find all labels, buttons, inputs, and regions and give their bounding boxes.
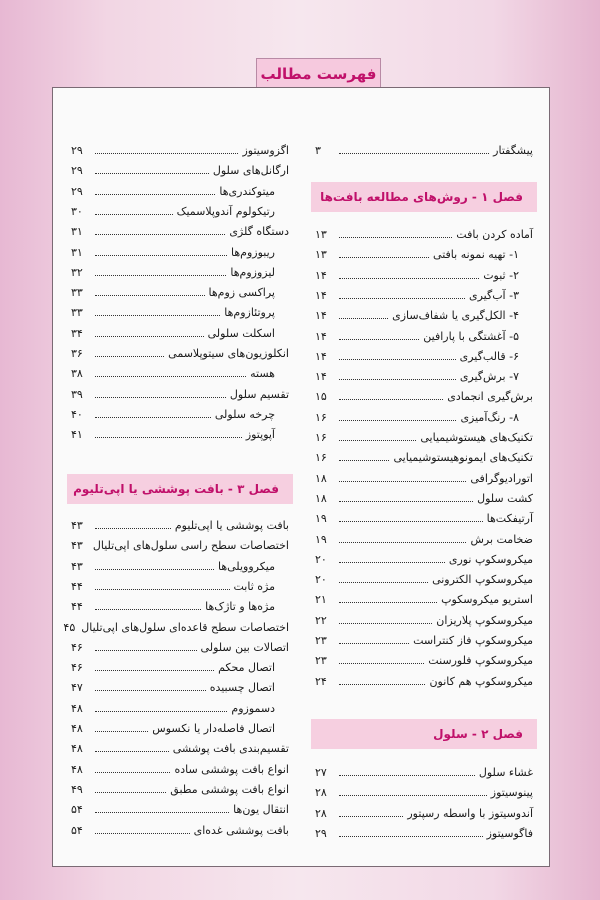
chapter-heading: فصل ۳ - بافت پوششی یا اپی‌تلیوم bbox=[67, 474, 293, 504]
toc-entry bbox=[315, 330, 533, 350]
toc-entry-label: ۴- الکل‌گیری یا شفاف‌سازی bbox=[392, 309, 519, 323]
toc-entry-page: ۲۸ bbox=[315, 806, 327, 820]
toc-entry-label: پراکسی زوم‌ها bbox=[208, 286, 275, 300]
toc-entry-leader bbox=[95, 145, 238, 154]
toc-entry bbox=[71, 763, 289, 783]
toc-entry-leader bbox=[95, 348, 164, 357]
toc-entry bbox=[71, 164, 289, 184]
toc-entry-page: ۱۸ bbox=[315, 491, 327, 505]
toc-entry bbox=[315, 675, 533, 695]
toc-entry-label: انواع بافت پوششی مطبق bbox=[170, 782, 289, 796]
toc-entry bbox=[315, 786, 533, 806]
toc-entry bbox=[71, 428, 289, 448]
toc-entry-leader bbox=[95, 804, 229, 813]
toc-entry-leader bbox=[339, 594, 437, 603]
toc-entry-page: ۲۹ bbox=[71, 164, 83, 178]
toc-entry-label: آندوسیتوز با واسطه رسپتور bbox=[407, 806, 533, 820]
toc-entry-label: اتصال فاصله‌دار یا نکسوس bbox=[152, 722, 275, 735]
toc-entry-label: لیزوزوم‌ها bbox=[230, 265, 275, 279]
toc-entry-leader bbox=[95, 368, 246, 377]
toc-entry bbox=[315, 614, 533, 634]
toc-entry bbox=[315, 593, 533, 613]
toc-entry bbox=[71, 205, 289, 225]
toc-entry bbox=[71, 185, 289, 205]
toc-entry bbox=[71, 367, 289, 387]
toc-entry bbox=[71, 306, 289, 326]
toc-entry-label: آماده کردن بافت bbox=[456, 228, 533, 241]
toc-entry-page: ۱۴ bbox=[315, 288, 327, 302]
toc-panel bbox=[52, 87, 550, 867]
toc-entry-leader bbox=[339, 371, 456, 380]
toc-entry-leader bbox=[95, 581, 230, 590]
toc-entry-leader bbox=[95, 825, 190, 834]
toc-entry-page: ۳۳ bbox=[71, 306, 83, 320]
toc-entry-page: ۳۲ bbox=[71, 265, 83, 279]
toc-entry-page: ۲۲ bbox=[315, 613, 327, 627]
toc-entry bbox=[315, 492, 533, 512]
toc-entry-label: چرخه سلولی bbox=[214, 407, 275, 421]
toc-entry-label: میکروسکوپ هم کانون bbox=[429, 674, 533, 688]
toc-entry-page: ۴۸ bbox=[71, 722, 83, 735]
toc-entry-page: ۴۸ bbox=[71, 762, 83, 776]
toc-entry-leader bbox=[95, 389, 226, 398]
toc-entry-page: ۴۰ bbox=[71, 407, 83, 421]
toc-entry bbox=[315, 309, 533, 329]
toc-entry-label: اتصالات بین سلولی bbox=[200, 640, 289, 654]
toc-entry-label: ریبوزوم‌ها bbox=[231, 245, 275, 259]
toc-entry bbox=[315, 144, 533, 164]
toc-entry bbox=[71, 803, 289, 823]
toc-entry-label: کشت سلول bbox=[477, 491, 533, 505]
toc-entry-page: ۳۱ bbox=[71, 245, 83, 259]
toc-entry-leader bbox=[95, 520, 171, 529]
toc-entry bbox=[315, 807, 533, 827]
toc-entry-label: انواع بافت پوششی ساده bbox=[174, 762, 289, 776]
toc-entry-page: ۳۱ bbox=[71, 225, 83, 239]
toc-entry-leader bbox=[339, 828, 483, 837]
toc-entry-label: تکنیک‌های ایمونوهیستوشیمیایی bbox=[393, 451, 533, 465]
toc-entry-leader bbox=[95, 307, 220, 316]
toc-entry-leader bbox=[339, 574, 428, 583]
chapter-heading: فصل ۱ - روش‌های مطالعه بافت‌ها bbox=[311, 182, 537, 212]
toc-entry-label: میکروسکوپ الکترونی bbox=[432, 573, 533, 587]
toc-entry-label: آرتیفکت‌ها bbox=[486, 512, 533, 526]
toc-entry-page: ۱۵ bbox=[315, 390, 327, 404]
toc-entry-label: بافت پوششی غده‌ای bbox=[193, 823, 289, 837]
toc-entry-label: مژه ثابت bbox=[233, 579, 275, 593]
toc-entry bbox=[71, 742, 289, 762]
toc-entry-leader bbox=[339, 513, 483, 522]
toc-entry-leader bbox=[95, 267, 226, 276]
toc-entry-leader bbox=[339, 270, 479, 279]
toc-entry-label: تقسیم‌بندی بافت پوششی bbox=[172, 742, 289, 756]
toc-entry-label: ۲- ثبوت bbox=[483, 268, 519, 282]
toc-entry bbox=[315, 553, 533, 573]
toc-entry-page: ۱۸ bbox=[315, 471, 327, 485]
toc-entry-leader bbox=[95, 328, 204, 337]
toc-entry-label: اتورادیوگرافی bbox=[470, 471, 533, 485]
toc-entry-page: ۴۶ bbox=[71, 661, 83, 675]
toc-entry-page: ۴۱ bbox=[71, 428, 83, 442]
toc-entry-label: ۸- رنگ‌آمیزی bbox=[460, 410, 519, 424]
toc-entry-page: ۱۳ bbox=[315, 228, 327, 241]
toc-entry-page: ۴۸ bbox=[71, 701, 83, 715]
toc-entry-leader bbox=[95, 247, 227, 256]
toc-entry-page: ۲۷ bbox=[315, 766, 327, 779]
toc-entry-label: اگزوسیتوز bbox=[242, 144, 289, 157]
toc-entry bbox=[315, 289, 533, 309]
toc-entry-label: تقسیم سلول bbox=[229, 387, 289, 401]
toc-entry-leader bbox=[339, 808, 403, 817]
toc-entry-page: ۱۹ bbox=[315, 512, 327, 526]
toc-entry-leader bbox=[339, 452, 389, 461]
toc-entry bbox=[71, 539, 289, 559]
toc-entry-page: ۴۶ bbox=[71, 640, 83, 654]
toc-entry-label: میکروسکوپ فلورسنت bbox=[428, 654, 533, 668]
toc-entry-leader bbox=[95, 165, 209, 174]
toc-entry bbox=[315, 350, 533, 370]
toc-entry-page: ۱۶ bbox=[315, 451, 327, 465]
toc-entry-page: ۱۶ bbox=[315, 410, 327, 424]
toc-entry-leader bbox=[95, 429, 242, 438]
toc-entry-leader bbox=[339, 391, 443, 400]
toc-entry-page: ۴۳ bbox=[71, 539, 83, 553]
toc-entry-page: ۲۳ bbox=[315, 634, 327, 647]
toc-entry bbox=[315, 512, 533, 532]
toc-entry-page: ۲۴ bbox=[315, 674, 327, 688]
toc-entry-label: غشاء سلول bbox=[478, 766, 533, 779]
toc-entry bbox=[315, 634, 533, 654]
toc-entry-label: اختصاصات سطح قاعده‌ای سلول‌های اپی‌تلیال bbox=[81, 620, 289, 634]
toc-title: فهرست مطالب bbox=[256, 58, 381, 88]
toc-entry bbox=[315, 228, 533, 248]
toc-entry-leader bbox=[339, 655, 424, 664]
toc-entry-leader bbox=[339, 331, 419, 340]
toc-entry-page: ۳۶ bbox=[71, 347, 83, 360]
toc-entry-leader bbox=[95, 206, 173, 215]
toc-entry-leader bbox=[95, 743, 169, 752]
toc-entry-page: ۳۸ bbox=[71, 367, 83, 381]
toc-entry-leader bbox=[95, 764, 170, 773]
toc-entry-page: ۵۴ bbox=[71, 803, 83, 817]
toc-entry-page: ۴۳ bbox=[71, 519, 83, 532]
toc-entry-page: ۴۳ bbox=[71, 559, 83, 573]
toc-entry-label: ۵- آغشتگی با پارافین bbox=[423, 329, 519, 343]
toc-entry bbox=[315, 766, 533, 786]
toc-entry bbox=[71, 388, 289, 408]
toc-entry-leader bbox=[95, 561, 214, 570]
toc-entry-page: ۱۳ bbox=[315, 248, 327, 262]
toc-entry-page: ۱۴ bbox=[315, 309, 327, 323]
toc-entry-leader bbox=[339, 351, 456, 360]
toc-entry-label: ۶- قالب‌گیری bbox=[459, 349, 519, 363]
toc-entry-leader bbox=[339, 145, 489, 154]
toc-entry bbox=[71, 681, 289, 701]
toc-entry bbox=[71, 286, 289, 306]
toc-entry bbox=[71, 661, 289, 681]
toc-entry bbox=[315, 533, 533, 553]
toc-entry-label: ارگانل‌های سلول bbox=[212, 164, 289, 178]
toc-entry-label: ۳- آب‌گیری bbox=[468, 288, 519, 302]
toc-entry bbox=[71, 246, 289, 266]
toc-entry-page: ۴۴ bbox=[71, 579, 83, 593]
toc-entry-leader bbox=[339, 432, 416, 441]
toc-entry-leader bbox=[339, 615, 432, 624]
toc-entry-page: ۱۴ bbox=[315, 370, 327, 384]
toc-entry-label: میکروویلی‌ها bbox=[217, 559, 275, 573]
toc-entry-label: پروتئازوم‌ها bbox=[224, 306, 275, 320]
toc-entry-leader bbox=[339, 249, 429, 258]
toc-entry bbox=[315, 269, 533, 289]
toc-entry-page: ۳ bbox=[315, 144, 321, 157]
toc-entry-page: ۳۹ bbox=[71, 387, 83, 401]
toc-entry-leader bbox=[339, 290, 465, 299]
toc-entry-leader bbox=[95, 642, 197, 651]
toc-entry-leader bbox=[95, 784, 166, 793]
toc-entry-leader bbox=[339, 229, 452, 238]
toc-entry-leader bbox=[339, 767, 475, 776]
toc-entry bbox=[315, 248, 533, 268]
toc-entry bbox=[315, 472, 533, 492]
toc-entry-page: ۲۳ bbox=[315, 654, 327, 668]
toc-entry-label: انتقال یون‌ها bbox=[233, 803, 289, 817]
toc-entry bbox=[71, 783, 289, 803]
toc-entry-label: میتوکندری‌ها bbox=[219, 184, 275, 198]
toc-entry-label: بافت پوششی یا اپی‌تلیوم bbox=[174, 519, 289, 532]
toc-entry bbox=[315, 370, 533, 390]
toc-entry-label: برش‌گیری انجمادی bbox=[447, 390, 533, 404]
toc-entry-leader bbox=[339, 473, 466, 482]
toc-entry-leader bbox=[339, 635, 409, 644]
toc-entry-label: اسکلت سلولی bbox=[207, 326, 275, 340]
toc-entry-label: فاگوسیتوز bbox=[486, 826, 533, 840]
toc-entry-page: ۳۴ bbox=[71, 326, 83, 340]
toc-entry-label: رتیکولوم آندوپلاسمیک bbox=[176, 204, 275, 218]
toc-entry bbox=[71, 225, 289, 245]
toc-entry-label: اختصاصات سطح راسی سلول‌های اپی‌تلیال bbox=[92, 539, 289, 553]
toc-entry-page: ۴۷ bbox=[71, 681, 83, 695]
toc-entry bbox=[71, 144, 289, 164]
toc-entry bbox=[315, 827, 533, 847]
toc-entry bbox=[71, 560, 289, 580]
toc-entry-page: ۲۰ bbox=[315, 552, 327, 566]
toc-entry-page: ۴۹ bbox=[71, 782, 83, 796]
toc-entry-page: ۴۵ bbox=[63, 620, 76, 634]
toc-entry-leader bbox=[339, 554, 445, 563]
toc-entry-label: دستگاه گلژی bbox=[229, 225, 289, 239]
toc-entry-page: ۵۴ bbox=[71, 823, 83, 837]
toc-entry-label: اتصال محکم bbox=[218, 661, 275, 675]
toc-entry-page: ۲۸ bbox=[315, 786, 327, 800]
toc-entry-leader bbox=[95, 287, 205, 296]
toc-entry-label: میکروسکوپ پلاریزان bbox=[436, 613, 533, 627]
toc-entry-page: ۴۴ bbox=[71, 600, 83, 614]
toc-entry-label: ۷- برش‌گیری bbox=[459, 370, 519, 384]
toc-entry-label: ضخامت برش bbox=[470, 532, 533, 546]
toc-entry-leader bbox=[339, 676, 425, 685]
toc-entry-leader bbox=[339, 412, 456, 421]
toc-entry bbox=[71, 519, 289, 539]
toc-entry bbox=[315, 573, 533, 593]
toc-entry-leader bbox=[95, 226, 225, 235]
toc-entry-leader bbox=[95, 601, 201, 610]
toc-entry-label: ۱- تهیه نمونه بافتی bbox=[433, 248, 519, 262]
toc-entry bbox=[71, 722, 289, 742]
toc-entry-label: استریو میکروسکوپ bbox=[441, 593, 533, 607]
toc-entry-page: ۲۹ bbox=[71, 184, 83, 198]
toc-entry bbox=[315, 451, 533, 471]
toc-entry-leader bbox=[339, 493, 473, 502]
toc-entry bbox=[71, 600, 289, 620]
toc-entry-page: ۲۰ bbox=[315, 573, 327, 587]
toc-entry-label: مژه‌ها و تاژک‌ها bbox=[205, 600, 275, 614]
toc-entry-page: ۱۴ bbox=[315, 349, 327, 363]
toc-entry-label: انکلوزیون‌های سیتوپلاسمی bbox=[168, 347, 289, 360]
toc-entry-leader bbox=[339, 310, 388, 319]
toc-entry-leader bbox=[95, 723, 148, 732]
toc-entry-leader bbox=[95, 662, 214, 671]
toc-entry-page: ۱۹ bbox=[315, 532, 327, 546]
toc-entry-page: ۲۹ bbox=[71, 144, 83, 157]
toc-entry-page: ۳۰ bbox=[71, 204, 83, 218]
toc-entry-page: ۳۳ bbox=[71, 286, 83, 300]
toc-entry bbox=[71, 327, 289, 347]
toc-entry bbox=[71, 641, 289, 661]
toc-entry bbox=[315, 431, 533, 451]
toc-entry bbox=[71, 824, 289, 844]
toc-entry bbox=[315, 654, 533, 674]
toc-entry-label: میکروسکوپ نوری bbox=[448, 552, 533, 566]
toc-entry-page: ۲۹ bbox=[315, 826, 327, 840]
toc-entry-label: هسته bbox=[250, 367, 275, 381]
toc-entry-leader bbox=[339, 534, 466, 543]
toc-entry-label: اتصال چسبیده bbox=[209, 681, 275, 695]
toc-entry bbox=[315, 390, 533, 410]
toc-entry bbox=[71, 347, 289, 367]
toc-entry-label: تکنیک‌های هیستوشیمیایی bbox=[420, 431, 533, 444]
toc-entry-label: میکروسکوپ فاز کنتراست bbox=[413, 634, 533, 647]
toc-entry bbox=[71, 408, 289, 428]
toc-entry-page: ۱۴ bbox=[315, 329, 327, 343]
toc-entry-page: ۱۶ bbox=[315, 431, 327, 444]
toc-entry-label: دسموزوم bbox=[231, 701, 275, 715]
toc-entry bbox=[315, 411, 533, 431]
toc-entry-leader bbox=[339, 787, 487, 796]
toc-entry-leader bbox=[95, 186, 215, 195]
toc-entry-page: ۲۱ bbox=[315, 593, 327, 607]
toc-entry-leader bbox=[95, 409, 211, 418]
toc-entry-label: آپوپتوز bbox=[245, 428, 275, 442]
toc-entry bbox=[63, 620, 289, 641]
chapter-heading: فصل ۲ - سلول bbox=[311, 719, 537, 749]
toc-entry-label: پیشگفتار bbox=[493, 144, 533, 157]
toc-entry-leader bbox=[95, 682, 206, 691]
toc-entry-leader bbox=[95, 703, 227, 712]
toc-entry-page: ۱۴ bbox=[315, 268, 327, 282]
toc-entry-page: ۴۸ bbox=[71, 742, 83, 756]
toc-entry-label: پینوسیتوز bbox=[490, 786, 533, 800]
toc-entry bbox=[71, 702, 289, 722]
toc-entry bbox=[71, 580, 289, 600]
toc-entry bbox=[71, 266, 289, 286]
